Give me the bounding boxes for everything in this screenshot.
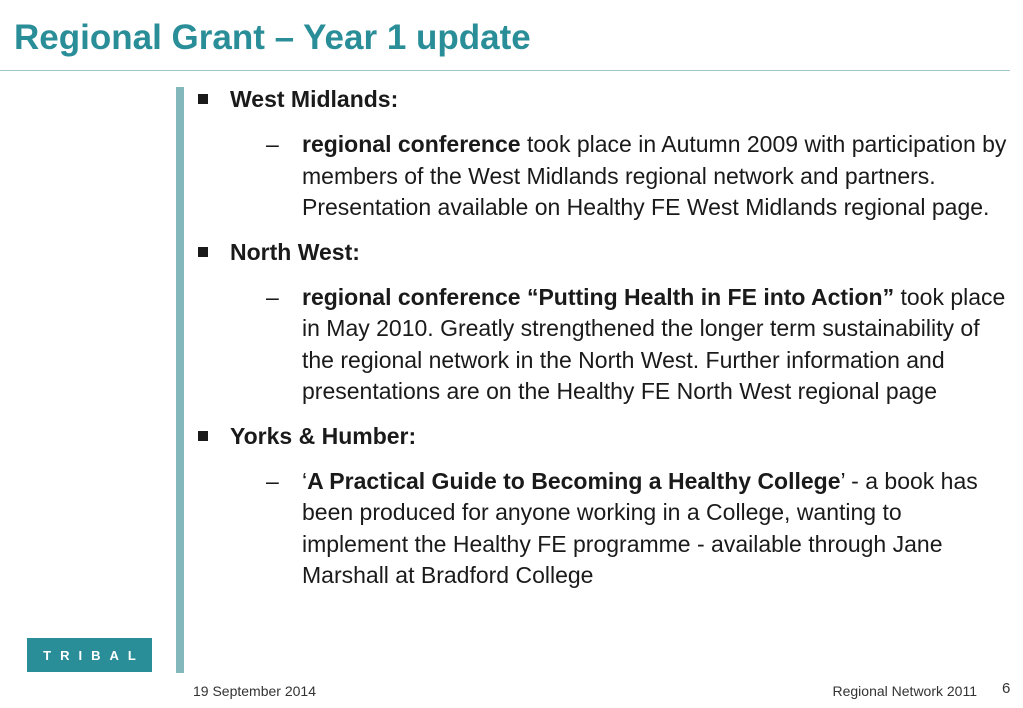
bullet-heading (195, 237, 1010, 268)
footer-date: 19 September 2014 (193, 683, 316, 699)
title-divider (0, 70, 1010, 71)
sub-text: ’ - a book has been produced for anyone working in a College, wanting to implement the Healthy FE programme - available through Jane Marshall at Bradford College (302, 467, 978, 588)
heading-text: West Midlands: (230, 86, 399, 112)
dash-marker: – (266, 283, 279, 310)
sub-bullet (266, 282, 1010, 408)
bullet-heading (195, 84, 1010, 115)
sub-text: took place in Autumn 2009 with participation by members of the West Midlands regional network and partners. Presentation available on Healthy FE West Midlands regional page. (302, 131, 1007, 220)
logo-text: TRIBAL (43, 647, 145, 663)
section-west-midlands (195, 84, 1010, 224)
slide-content (195, 84, 1010, 605)
sub-bullet (266, 466, 1010, 592)
square-bullet-icon (198, 431, 208, 441)
sub-bold-text: regional conference “Putting Health in FE into Action” (302, 283, 895, 310)
tribal-logo (27, 638, 152, 672)
section-north-west (195, 237, 1010, 408)
heading-text: North West: (230, 238, 360, 265)
section-yorks-humber (195, 421, 1010, 592)
sub-bold-text: regional conference (302, 131, 521, 157)
square-bullet-icon (198, 94, 208, 104)
sub-bold-text: A Practical Guide to Becoming a Healthy College (307, 467, 841, 494)
page-number: 6 (1002, 680, 1011, 697)
side-accent-bar (176, 87, 184, 673)
square-bullet-icon (198, 247, 208, 257)
bullet-heading (195, 421, 1010, 452)
sub-text: took place in May 2010. Greatly strengthened the longer term sustainability of the regional network in the North West. Further information and presentations are on the Healthy FE North West regional page (302, 283, 1006, 404)
sub-bullet (266, 129, 1010, 224)
footer-network: Regional Network 2011 (832, 683, 977, 699)
slide-title: Regional Grant – Year 1 update (14, 18, 531, 57)
sub-prefix: ‘ (302, 467, 308, 494)
heading-text: Yorks & Humber: (230, 422, 417, 449)
dash-marker: – (266, 131, 279, 157)
dash-marker: – (266, 467, 279, 494)
